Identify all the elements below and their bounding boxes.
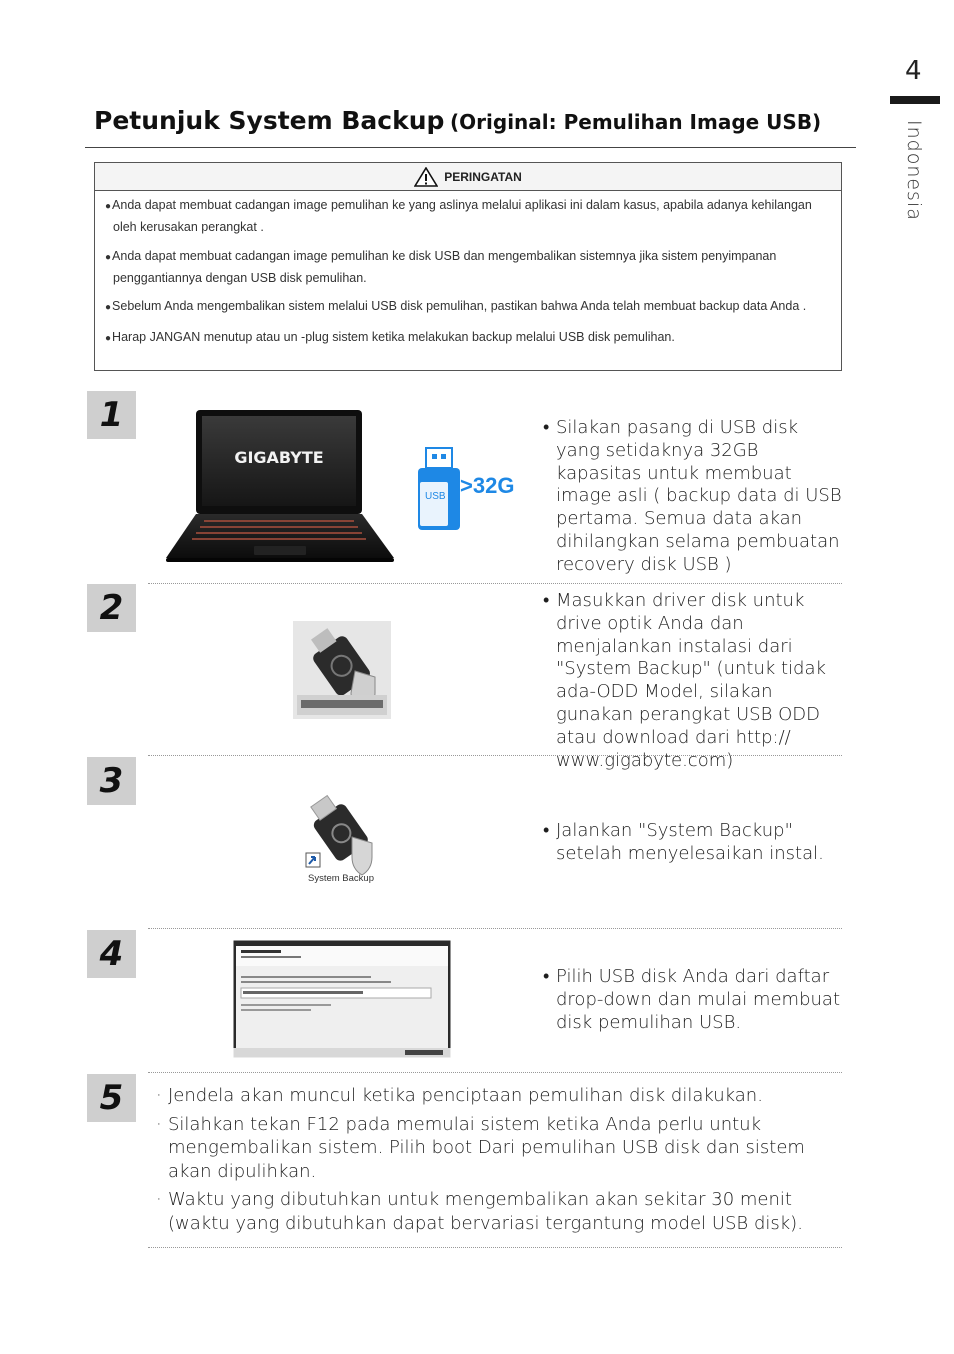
usb-capacity: >32G xyxy=(460,473,515,498)
warning-triangle-icon xyxy=(414,167,438,187)
step-4-text: • Pilih USB disk Anda dari daftar drop-down dan mulai membuat disk pemulihan USB. xyxy=(543,966,841,1033)
step-divider xyxy=(148,1072,842,1073)
language-label: Indonesia xyxy=(903,120,925,221)
page-number: 4 xyxy=(905,56,922,86)
step-number-5: 5 xyxy=(87,1074,136,1122)
title-divider xyxy=(85,147,856,148)
warning-header xyxy=(95,163,841,191)
step-divider xyxy=(148,755,842,756)
warning-item: ●Anda dapat membuat cadangan image pemulihan ke disk USB dan mengembalikan sistemnya jika sistem penyimpanan penggantiannya dengan USB disk pemulihan. xyxy=(105,248,777,285)
system-backup-install-icon xyxy=(293,621,391,719)
step-number-1: 1 xyxy=(87,391,136,439)
step-3-text: • Jalankan "System Backup" setelah menyelesaikan instal. xyxy=(543,820,824,864)
step-number-2: 2 xyxy=(87,584,136,632)
warning-item: ●Harap JANGAN menutup atau un -plug sistem ketika melakukan backup melalui USB disk pemulihan. xyxy=(105,329,675,344)
step-number-3: 3 xyxy=(87,757,136,805)
step-5-item: · Waktu yang dibutuhkan untuk mengembalikan akan sekitar 30 menit (waktu yang dibutuhkan dapat bervariasi tergantung model USB disk). xyxy=(156,1189,803,1234)
warning-list xyxy=(95,191,841,349)
laptop-brand: GIGABYTE xyxy=(234,448,324,467)
warning-box xyxy=(94,162,842,371)
step-number-4: 4 xyxy=(87,930,136,978)
warning-heading: PERINGATAN xyxy=(444,169,522,184)
step-divider xyxy=(148,583,842,584)
step-5-item: · Silahkan tekan F12 pada memulai sistem ketika Anda perlu untuk mengembalikan sistem. Pilih boot Dari pemulihan USB disk dan sistem akan dipulihkan. xyxy=(156,1113,805,1182)
step-divider xyxy=(148,1247,842,1248)
step-divider xyxy=(148,928,842,929)
step-1-text: • Silakan pasang di USB disk yang setidaknya 32GB kapasitas untuk membuat image asli ( backup data di USB pertama. Semua data akan dihilangkan selama pembuatan recovery disk USB ) xyxy=(543,417,842,575)
step-5-list xyxy=(156,1084,836,1240)
warning-item: ●Anda dapat membuat cadangan image pemulihan ke yang aslinya melalui aplikasi ini dalam kasus, apabila adanya kehilangan oleh kerusakan perangkat . xyxy=(105,198,812,234)
warning-item: ●Sebelum Anda mengembalikan sistem melalui USB disk pemulihan, pastikan bahwa Anda telah membuat backup data Anda . xyxy=(105,299,807,313)
usb-label: USB xyxy=(425,491,446,502)
system-backup-shortcut-icon xyxy=(300,793,382,885)
language-tab-bar xyxy=(890,96,940,104)
usb-drive-icon xyxy=(414,446,526,532)
page-title-sub: (Original: Pemulihan Image USB) xyxy=(450,110,822,134)
step-5-item: · Jendela akan muncul ketika penciptaan pemulihan disk dilakukan. xyxy=(156,1085,763,1106)
laptop-image xyxy=(164,408,398,564)
system-backup-window-screenshot xyxy=(233,940,451,1058)
page-title-main: Petunjuk System Backup xyxy=(94,106,445,135)
page-title xyxy=(94,106,821,135)
step-2-text: • Masukkan driver disk untuk drive optik Anda dan menjalankan instalasi dari "System Backup" (untuk tidak ada-ODD Model, silakan gunakan perangkat USB ODD atau download dari http:// www.gigabyte.com) xyxy=(543,590,826,771)
shortcut-caption: System Backup xyxy=(308,873,374,884)
